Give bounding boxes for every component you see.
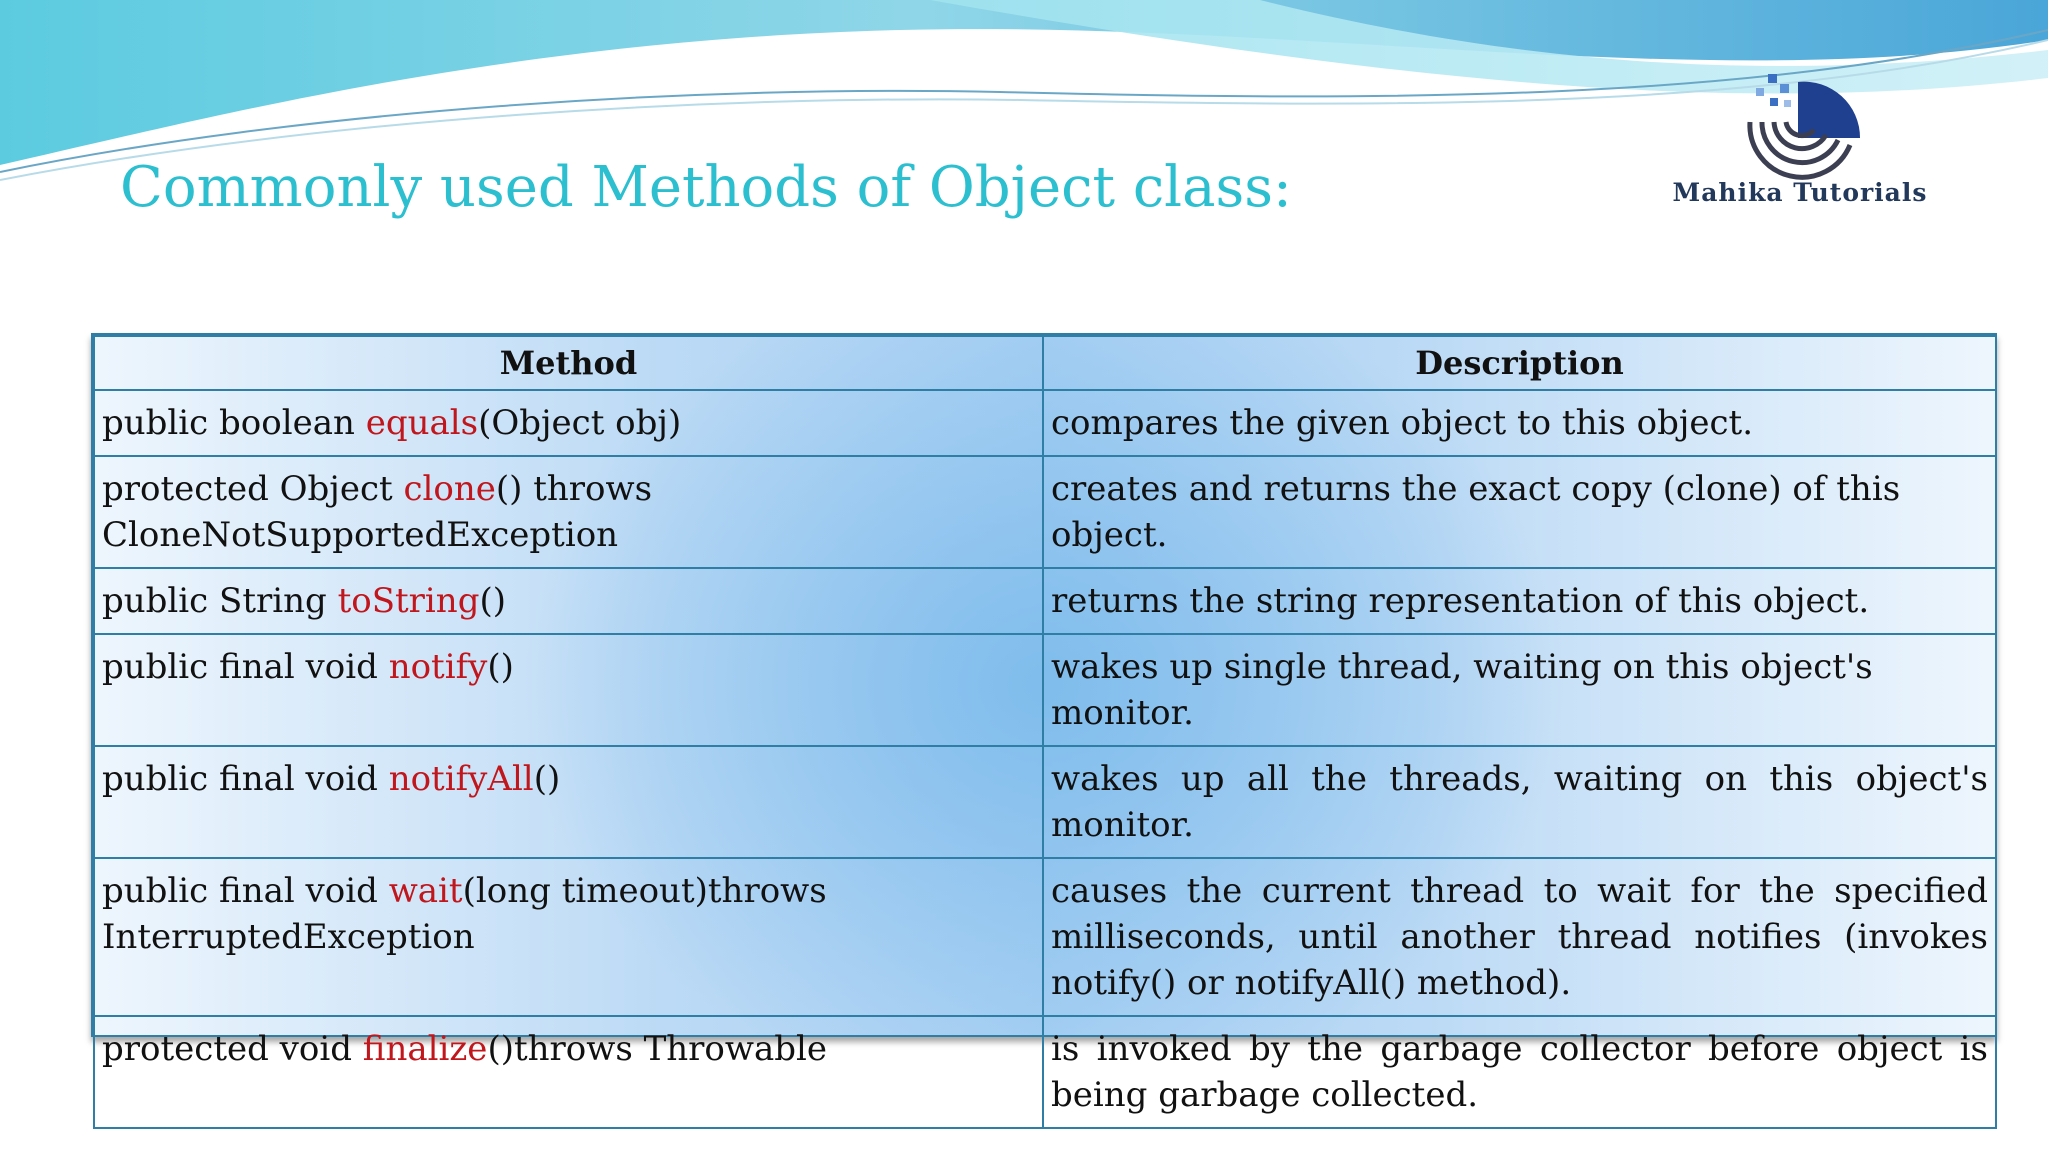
method-cell	[94, 1016, 1043, 1128]
signature-prefix: public final void	[102, 871, 389, 911]
logo-text: Mahika Tutorials	[1672, 178, 1928, 207]
signature-prefix: public final void	[102, 759, 389, 799]
table-row	[94, 1016, 1996, 1128]
logo-emblem-icon	[1650, 60, 1950, 180]
table-row	[94, 568, 1996, 634]
method-name: notify	[388, 647, 488, 687]
signature-suffix: ()throws Throwable	[487, 1029, 828, 1069]
description-cell: returns the string representation of this object.	[1043, 568, 1996, 634]
methods-table-grid	[93, 335, 1997, 1129]
signature-prefix: public boolean	[102, 403, 366, 443]
method-cell	[94, 456, 1043, 568]
signature-prefix: public final void	[102, 647, 389, 687]
mahika-tutorials-logo	[1650, 60, 1950, 230]
table-row	[94, 858, 1996, 1016]
method-name: clone	[403, 469, 496, 509]
description-cell: wakes up all the threads, waiting on this object's monitor.	[1043, 746, 1996, 858]
table-header-row	[94, 336, 1996, 390]
method-cell	[94, 746, 1043, 858]
method-name: toString	[337, 581, 480, 621]
signature-suffix: ()	[533, 759, 561, 799]
description-cell: creates and returns the exact copy (clone) of this object.	[1043, 456, 1996, 568]
header-description: Description	[1043, 336, 1996, 390]
method-cell	[94, 568, 1043, 634]
signature-prefix: protected Object	[102, 469, 404, 509]
description-cell: wakes up single thread, waiting on this object's monitor.	[1043, 634, 1996, 746]
signature-suffix: ()	[479, 581, 506, 621]
signature-prefix: public String	[102, 581, 338, 621]
slide-title: Commonly used Methods of Object class:	[120, 155, 1292, 220]
signature-suffix: (Object obj)	[478, 403, 682, 443]
table-row	[94, 390, 1996, 456]
description-cell: compares the given object to this object.	[1043, 390, 1996, 456]
table-row	[94, 746, 1996, 858]
method-cell	[94, 858, 1043, 1016]
signature-suffix: (long timeout)throws InterruptedException	[102, 871, 827, 957]
table-row	[94, 634, 1996, 746]
method-name: equals	[365, 403, 479, 443]
method-cell	[94, 390, 1043, 456]
method-name: wait	[388, 871, 463, 911]
methods-table	[91, 333, 1997, 1115]
method-cell	[94, 634, 1043, 746]
description-cell: is invoked by the garbage collector before object is being garbage collected.	[1043, 1016, 1996, 1128]
signature-suffix: () throws CloneNotSupportedException	[102, 469, 653, 555]
method-name: finalize	[362, 1029, 488, 1069]
method-name: notifyAll	[388, 759, 534, 799]
table-row	[94, 456, 1996, 568]
description-cell: causes the current thread to wait for the specified milliseconds, until another thread notifies (invokes notify() or notifyAll() method).	[1043, 858, 1996, 1016]
header-method: Method	[94, 336, 1043, 390]
signature-suffix: ()	[487, 647, 514, 687]
signature-prefix: protected void	[102, 1029, 363, 1069]
